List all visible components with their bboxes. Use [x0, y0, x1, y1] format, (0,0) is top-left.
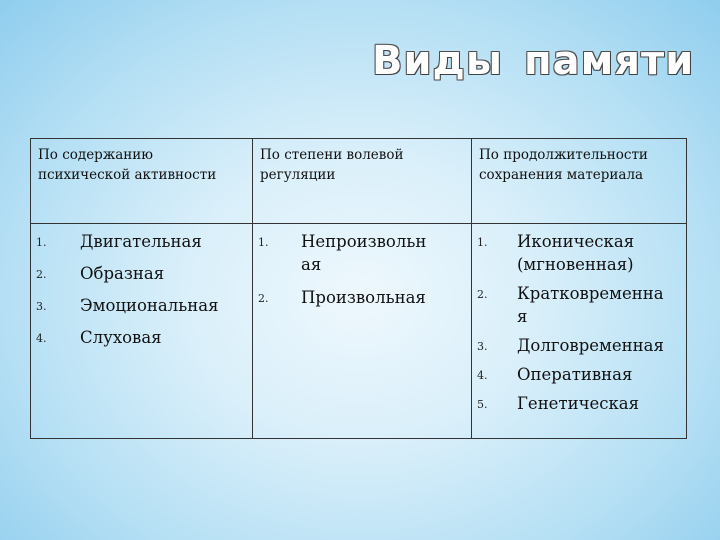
- list-text: Оперативная: [517, 365, 633, 384]
- list-number: 1.: [477, 236, 488, 249]
- list-item: [472, 363, 686, 386]
- list-text: Долговременная: [517, 336, 664, 355]
- regulation-list: [253, 224, 471, 309]
- list-text: Эмоциональная: [80, 296, 219, 315]
- list-text: Образная: [80, 264, 165, 283]
- list-text: Слуховая: [80, 328, 162, 347]
- header-line: регуляции: [260, 167, 336, 183]
- header-line: психической активности: [38, 167, 217, 183]
- header-line: сохранения материала: [479, 167, 644, 183]
- slide-title: [0, 38, 720, 88]
- list-item: [253, 230, 471, 276]
- duration-list: [472, 224, 686, 415]
- list-number: 2.: [258, 292, 269, 305]
- list-item: [31, 326, 252, 349]
- header-line: По степени волевой: [260, 147, 404, 163]
- list-text: Произвольная: [301, 288, 426, 307]
- list-text: Иконическая: [517, 232, 635, 251]
- list-text: Генетическая: [517, 394, 640, 413]
- title-word-2: памяти: [524, 38, 695, 84]
- table-body-row: [31, 224, 687, 439]
- body-cell-regulation: [253, 224, 472, 439]
- list-number: 1.: [258, 236, 269, 249]
- header-line: По продолжительности: [479, 147, 648, 163]
- body-cell-duration: [472, 224, 687, 439]
- list-item: [472, 392, 686, 415]
- body-cell-content: [31, 224, 253, 439]
- title-word-1: Виды: [372, 38, 503, 84]
- list-text: Двигательная: [80, 232, 202, 251]
- list-text: Кратковременна: [517, 284, 664, 303]
- list-item: [31, 262, 252, 285]
- header-cell-regulation: [253, 139, 472, 224]
- list-text-cont: (мгновенная): [517, 255, 634, 274]
- list-item: [472, 230, 686, 276]
- list-item: [472, 334, 686, 357]
- list-item: [472, 282, 686, 328]
- list-number: 3.: [477, 340, 488, 353]
- list-number: 3.: [36, 300, 47, 313]
- list-number: 1.: [36, 236, 47, 249]
- header-line: По содержанию: [38, 147, 154, 163]
- header-cell-content: [31, 139, 253, 224]
- list-number: 4.: [36, 332, 47, 345]
- header-cell-duration: [472, 139, 687, 224]
- list-item: [253, 286, 471, 309]
- list-item: [31, 294, 252, 317]
- table-header-row: [31, 139, 687, 224]
- list-number: 2.: [477, 288, 488, 301]
- list-number: 5.: [477, 398, 488, 411]
- list-text: Непроизвольн: [301, 232, 427, 251]
- list-number: 4.: [477, 369, 488, 382]
- memory-types-table: [30, 138, 687, 439]
- content-list: [31, 224, 252, 349]
- list-item: [31, 230, 252, 253]
- list-text-cont: ая: [301, 255, 322, 274]
- list-number: 2.: [36, 268, 47, 281]
- list-text-cont: я: [517, 307, 528, 326]
